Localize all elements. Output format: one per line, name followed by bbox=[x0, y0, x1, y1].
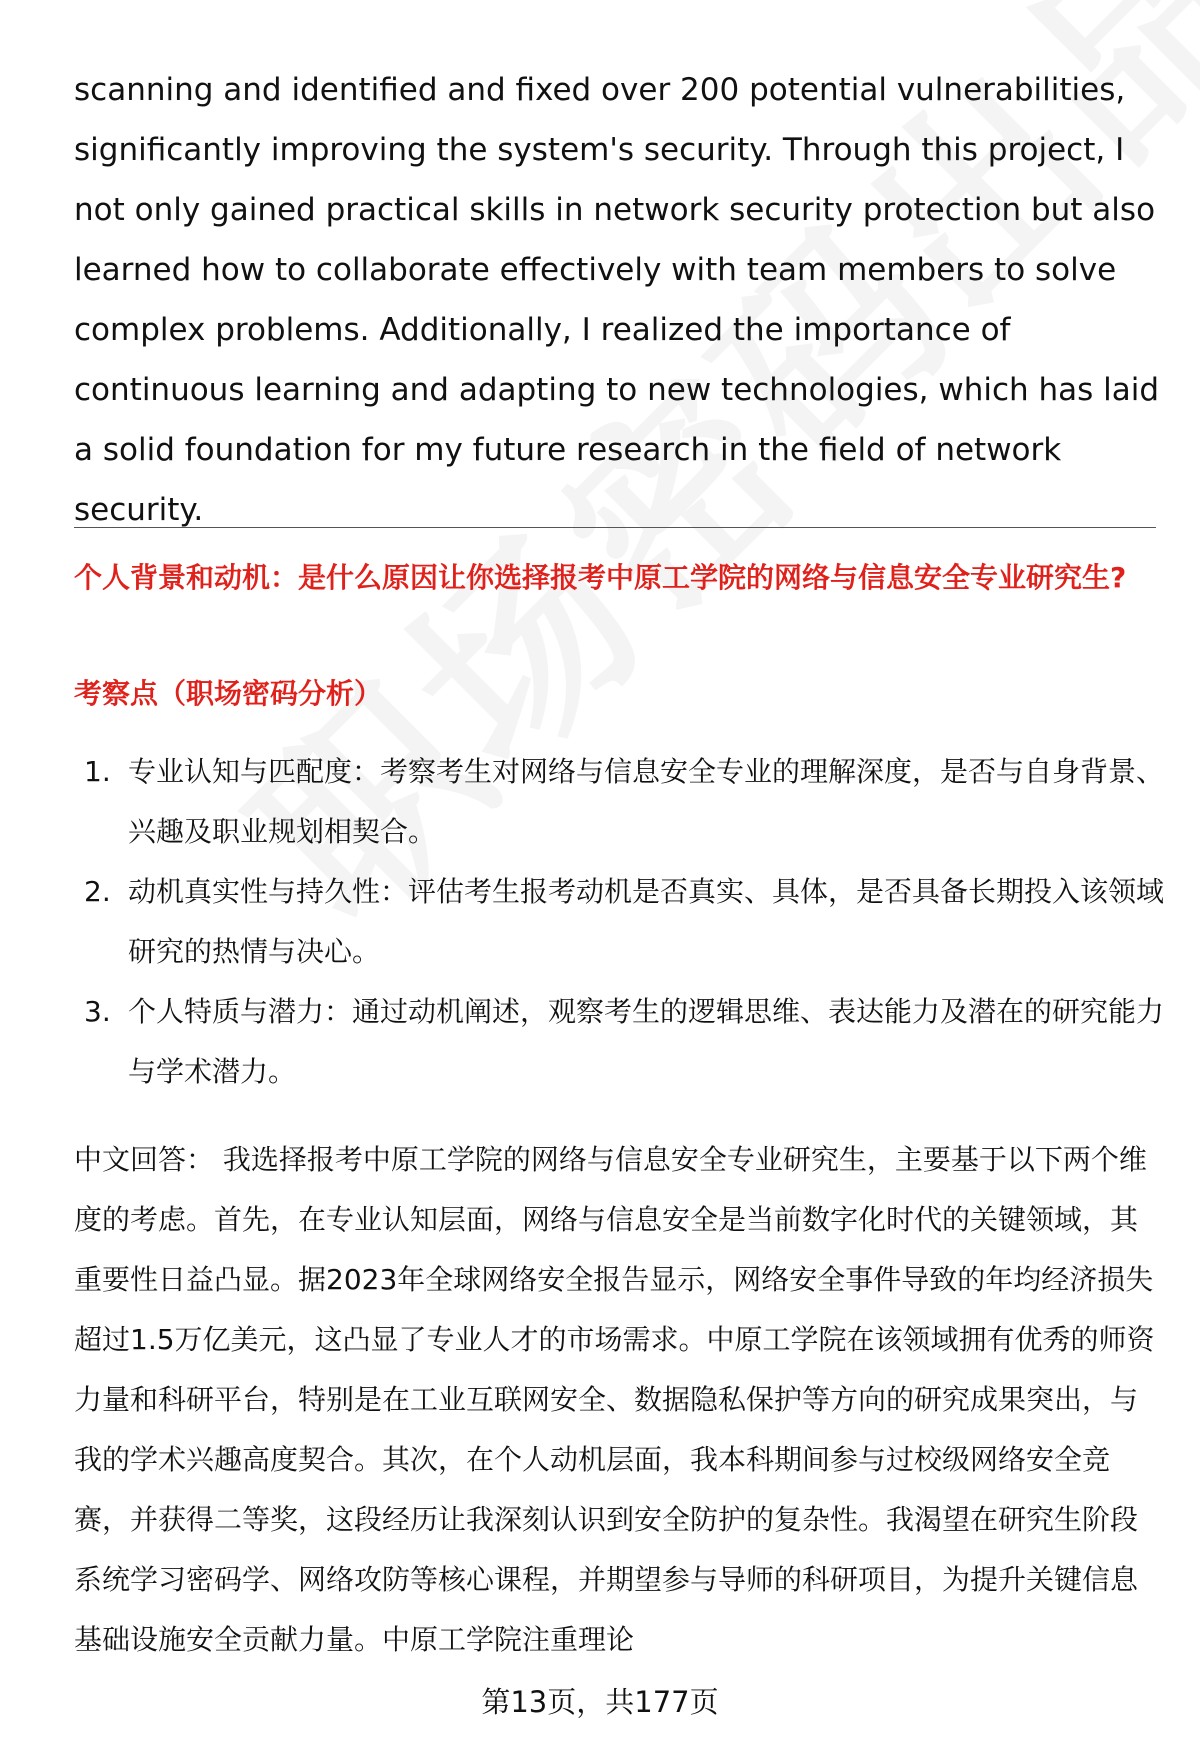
list-item bbox=[74, 862, 1164, 982]
page-number-footer: 第13页，共177页 bbox=[481, 1685, 719, 1719]
list-item-number: 1. bbox=[84, 755, 111, 788]
english-answer-paragraph: scanning and identified and fixed over 200 potential vulnerabilities, significantly improving the system's security. Through this project, I not only gained practical skills in network security protection but also learned how to collaborate effectively with team members to solve complex problems. Additionally, I realized the importance of continuous learning and adapting to new technologies, which has laid a solid foundation for my future research in the field of network security. bbox=[74, 72, 1160, 528]
chinese-answer-paragraph: 中文回答： 我选择报考中原工学院的网络与信息安全专业研究生，主要基于以下两个维度的考虑。首先，在专业认知层面，网络与信息安全是当前数字化时代的关键领域，其重要性日益凸显。据2023年全球网络安全报告显示，网络安全事件导致的年均经济损失超过1.5万亿美元，这凸显了专业人才的市场需求。中原工学院在该领域拥有优秀的师资力量和科研平台，特别是在工业互联网安全、数据隐私保护等方向的研究成果突出，与我的学术兴趣高度契合。其次，在个人动机层面，我本科期间参与过校级网络安全竞赛，并获得二等奖，这段经历让我深刻认识到安全防护的复杂性。我渴望在研究生阶段系统学习密码学、网络攻防等核心课程，并期望参与导师的科研项目，为提升关键信息基础设施安全贡献力量。中原工学院注重理论 bbox=[74, 1143, 1155, 1656]
evaluation-points-list bbox=[74, 742, 1164, 1102]
section-divider bbox=[74, 527, 1156, 528]
list-item-text: 个人特质与潜力：通过动机阐述，观察考生的逻辑思维、表达能力及潜在的研究能力与学术潜力。 bbox=[128, 995, 1165, 1088]
list-item-number: 2. bbox=[84, 875, 111, 908]
list-item bbox=[74, 982, 1164, 1102]
list-item bbox=[74, 742, 1164, 862]
evaluation-points-heading: 考察点（职场密码分析） bbox=[74, 677, 383, 710]
list-item-text: 动机真实性与持久性：评估考生报考动机是否真实、具体，是否具备长期投入该领域研究的热情与决心。 bbox=[128, 875, 1165, 968]
question-heading: 个人背景和动机：是什么原因让你选择报考中原工学院的网络与信息安全专业研究生? bbox=[74, 561, 1127, 594]
list-item-text: 专业认知与匹配度：考察考生对网络与信息安全专业的理解深度，是否与自身背景、兴趣及职业规划相契合。 bbox=[128, 755, 1165, 848]
list-item-number: 3. bbox=[84, 995, 111, 1028]
